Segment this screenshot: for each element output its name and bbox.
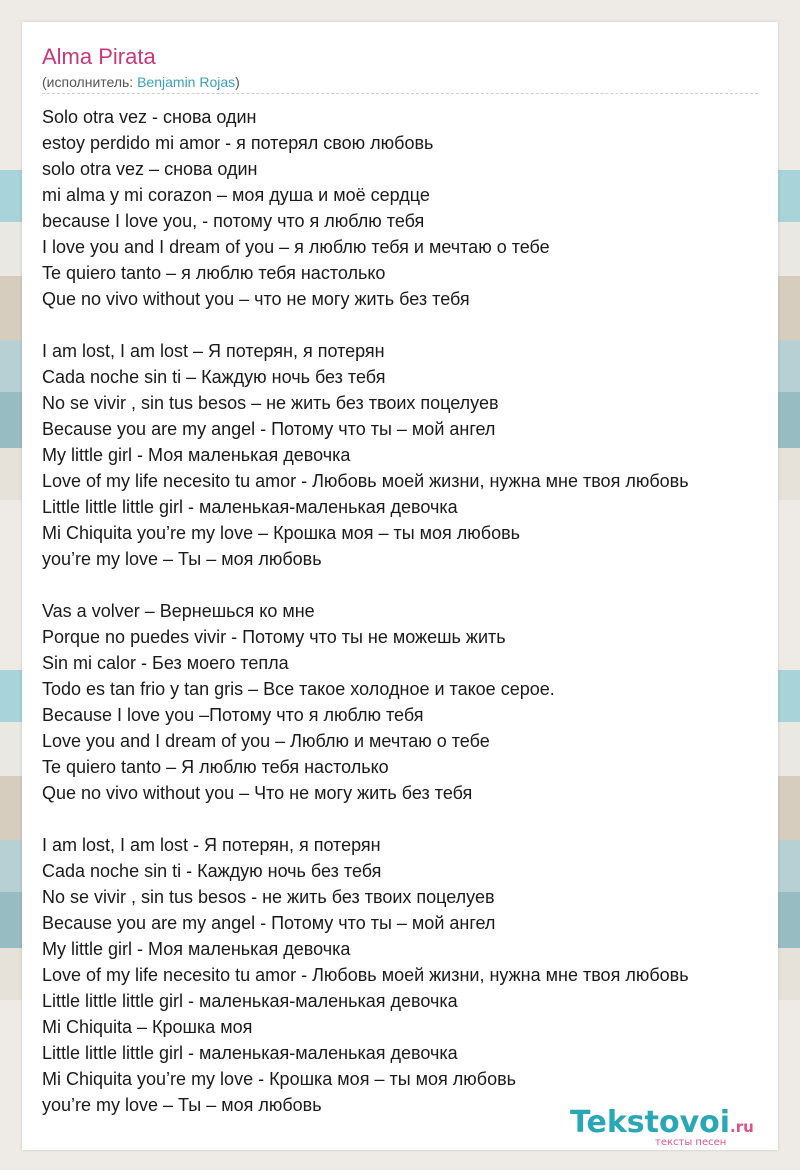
- lyrics-line: I am lost, I am lost - Я потерян, я потерян: [42, 835, 381, 855]
- lyrics-stanza: [42, 832, 689, 1118]
- lyrics-line: Little little little girl - маленькая-маленькая девочка: [42, 1043, 458, 1063]
- lyrics-line: My little girl - Моя маленькая девочка: [42, 445, 351, 465]
- lyrics-line: Love you and I dream of you – Люблю и мечтаю о тебе: [42, 731, 490, 751]
- lyrics-line: Little little little girl - маленькая-маленькая девочка: [42, 991, 458, 1011]
- lyrics-text: [42, 104, 689, 1118]
- lyrics-line: Mi Chiquita – Крошка моя: [42, 1017, 253, 1037]
- lyrics-line: estoy perdido mi amor - я потерял свою любовь: [42, 133, 434, 153]
- lyrics-line: I love you and I dream of you – я люблю тебя и мечтаю о тебе: [42, 237, 550, 257]
- lyrics-line: Cada noche sin ti – Каждую ночь без тебя: [42, 367, 386, 387]
- logo-tagline: тексты песен: [655, 1137, 727, 1148]
- lyrics-line: Que no vivo without you – Что не могу жить без тебя: [42, 783, 473, 803]
- lyrics-line: Because I love you –Потому что я люблю тебя: [42, 705, 424, 725]
- lyrics-line: because I love you, - потому что я люблю тебя: [42, 211, 425, 231]
- lyrics-line: Little little little girl - маленькая-маленькая девочка: [42, 497, 458, 517]
- title-divider: [42, 93, 758, 94]
- lyrics-line: you’re my love – Ты – моя любовь: [42, 549, 322, 569]
- lyrics-line: Love of my life necesito tu amor - Любовь моей жизни, нужна мне твоя любовь: [42, 965, 689, 985]
- lyrics-card: [22, 22, 778, 1150]
- logo-tld: .ru: [730, 1118, 754, 1136]
- lyrics-line: Love of my life necesito tu amor - Любовь моей жизни, нужна мне твоя любовь: [42, 471, 689, 491]
- lyrics-line: solo otra vez – снова один: [42, 159, 258, 179]
- artist-link[interactable]: Benjamin Rojas: [137, 74, 236, 90]
- lyrics-line: No se vivir , sin tus besos - не жить без твоих поцелуев: [42, 887, 495, 907]
- lyrics-line: Mi Chiquita you’re my love - Крошка моя – ты моя любовь: [42, 1069, 517, 1089]
- lyrics-line: Todo es tan frio y tan gris – Все такое холодное и такое серое.: [42, 679, 555, 699]
- logo-wordmark: Tekstovoi.ru: [570, 1105, 754, 1140]
- lyrics-line: Que no vivo without you – что не могу жить без тебя: [42, 289, 470, 309]
- song-title: Alma Pirata: [42, 44, 156, 69]
- lyrics-line: Vas a volver – Вернешься ко мне: [42, 601, 315, 621]
- site-logo[interactable]: [570, 1106, 780, 1146]
- performer-suffix: ): [235, 74, 240, 90]
- lyrics-line: Porque no puedes vivir - Потому что ты не можешь жить: [42, 627, 506, 647]
- lyrics-stanza: [42, 338, 689, 572]
- lyrics-line: Cada noche sin ti - Каждую ночь без тебя: [42, 861, 382, 881]
- lyrics-line: Sin mi calor - Без моего тепла: [42, 653, 289, 673]
- lyrics-line: My little girl - Моя маленькая девочка: [42, 939, 351, 959]
- lyrics-line: mi alma y mi corazon – моя душа и моё сердце: [42, 185, 430, 205]
- lyrics-line: Te quiero tanto – я люблю тебя настолько: [42, 263, 386, 283]
- performer-prefix: (исполнитель:: [42, 74, 138, 90]
- lyrics-line: Solo otra vez - снова один: [42, 107, 257, 127]
- lyrics-line: Because you are my angel - Потому что ты – мой ангел: [42, 419, 496, 439]
- lyrics-line: you’re my love – Ты – моя любовь: [42, 1095, 322, 1115]
- lyrics-line: Te quiero tanto – Я люблю тебя настолько: [42, 757, 389, 777]
- lyrics-stanza: [42, 598, 689, 806]
- lyrics-line: No se vivir , sin tus besos – не жить без твоих поцелуев: [42, 393, 499, 413]
- performer-line: [42, 73, 240, 91]
- lyrics-stanza: [42, 104, 689, 312]
- lyrics-line: Mi Chiquita you’re my love – Крошка моя – ты моя любовь: [42, 523, 521, 543]
- lyrics-line: Because you are my angel - Потому что ты – мой ангел: [42, 913, 496, 933]
- lyrics-line: I am lost, I am lost – Я потерян, я потерян: [42, 341, 385, 361]
